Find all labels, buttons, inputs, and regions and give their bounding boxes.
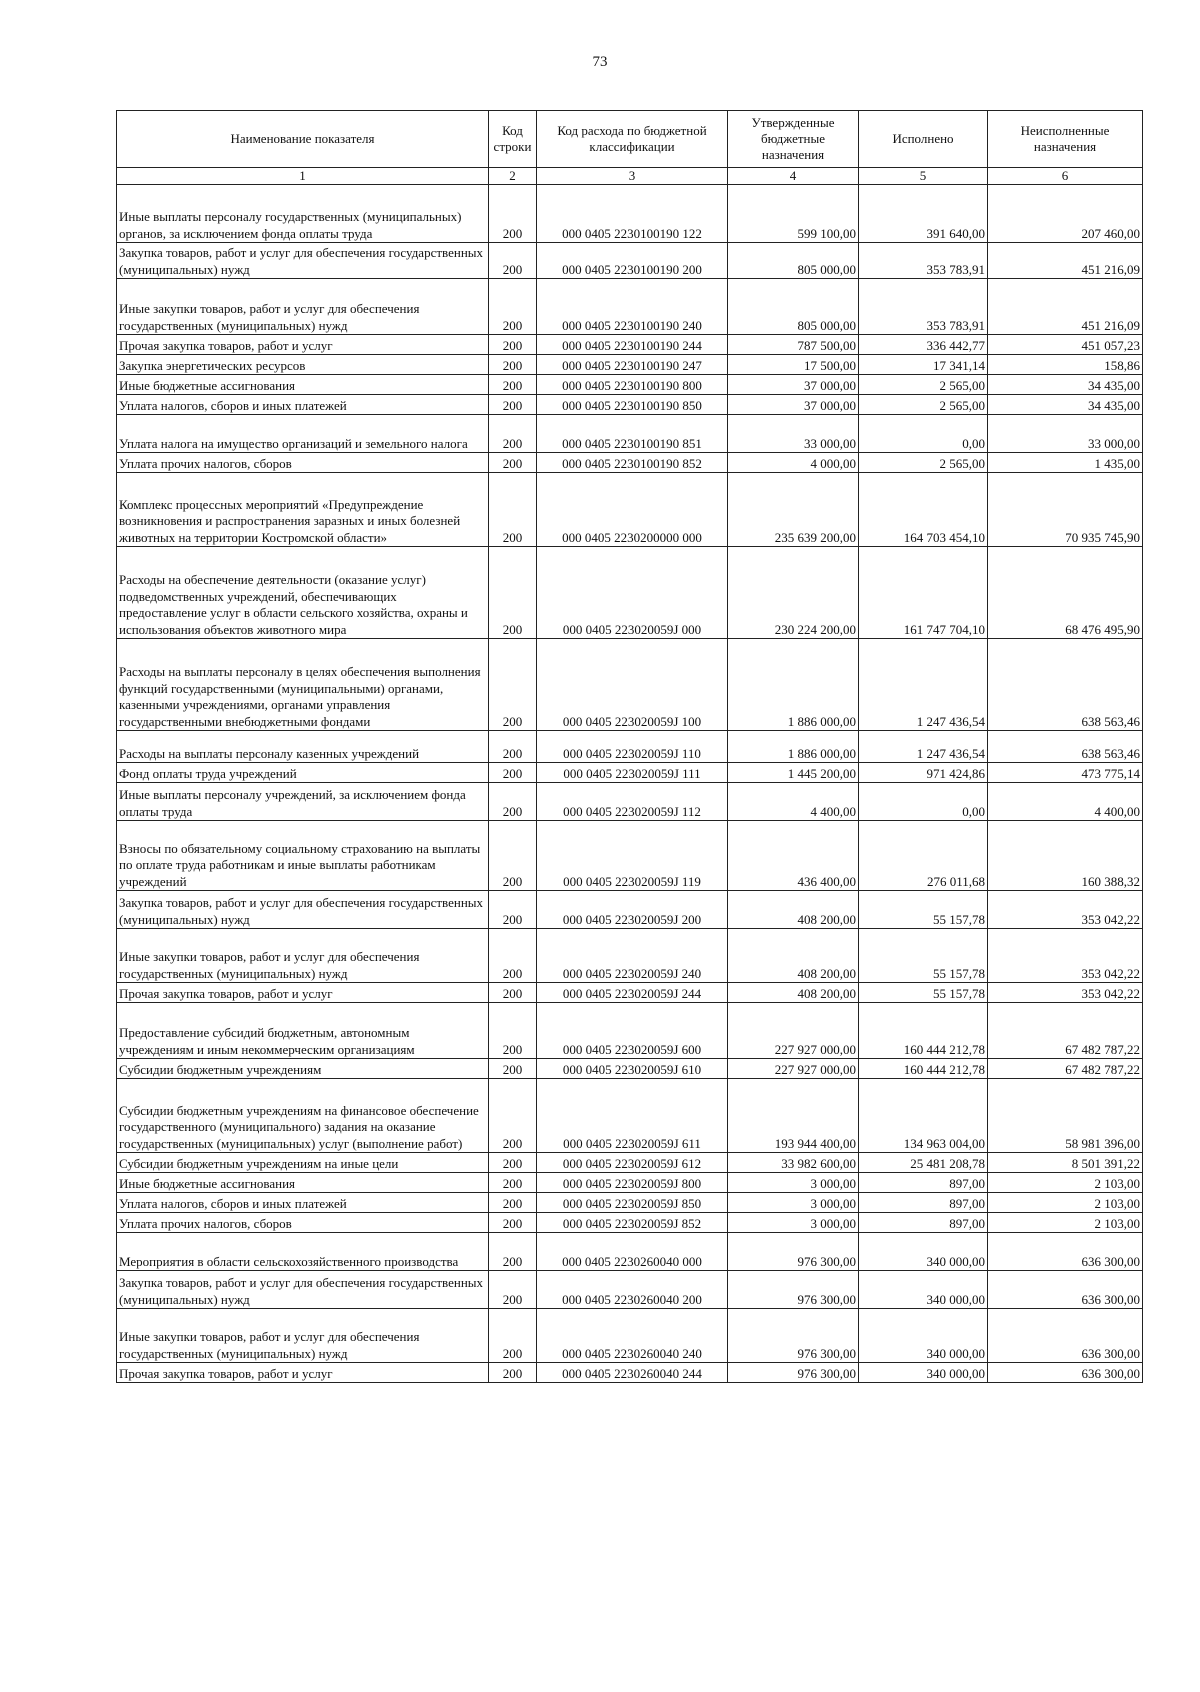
row-name: Прочая закупка товаров, работ и услуг <box>117 1363 489 1383</box>
row-unexecuted: 451 216,09 <box>988 243 1143 279</box>
row-expense-code: 000 0405 2230100190 122 <box>537 185 728 243</box>
row-expense-code: 000 0405 223020059J 111 <box>537 763 728 783</box>
row-line-code: 200 <box>489 821 537 891</box>
row-unexecuted: 1 435,00 <box>988 453 1143 473</box>
table-row <box>117 1003 1143 1059</box>
row-unexecuted: 158,86 <box>988 355 1143 375</box>
row-approved: 17 500,00 <box>728 355 859 375</box>
row-unexecuted: 34 435,00 <box>988 395 1143 415</box>
row-approved: 976 300,00 <box>728 1271 859 1309</box>
row-expense-code: 000 0405 2230100190 244 <box>537 335 728 355</box>
row-executed: 134 963 004,00 <box>859 1079 988 1153</box>
column-header-approved: Утвержденные бюджетные назначения <box>728 111 859 168</box>
row-expense-code: 000 0405 223020059J 000 <box>537 547 728 639</box>
row-unexecuted: 451 216,09 <box>988 279 1143 335</box>
table-row <box>117 1271 1143 1309</box>
row-executed: 2 565,00 <box>859 375 988 395</box>
row-approved: 805 000,00 <box>728 279 859 335</box>
row-approved: 227 927 000,00 <box>728 1059 859 1079</box>
row-line-code: 200 <box>489 1003 537 1059</box>
table-row <box>117 1059 1143 1079</box>
row-executed: 2 565,00 <box>859 453 988 473</box>
row-expense-code: 000 0405 2230100190 240 <box>537 279 728 335</box>
row-expense-code: 000 0405 223020059J 244 <box>537 983 728 1003</box>
row-executed: 340 000,00 <box>859 1233 988 1271</box>
row-line-code: 200 <box>489 1173 537 1193</box>
row-name: Иные бюджетные ассигнования <box>117 375 489 395</box>
row-line-code: 200 <box>489 547 537 639</box>
row-expense-code: 000 0405 2230200000 000 <box>537 473 728 547</box>
row-expense-code: 000 0405 2230100190 247 <box>537 355 728 375</box>
row-approved: 235 639 200,00 <box>728 473 859 547</box>
row-expense-code: 000 0405 223020059J 852 <box>537 1213 728 1233</box>
column-header-expense-code: Код расхода по бюджетной классификации <box>537 111 728 168</box>
row-unexecuted: 353 042,22 <box>988 929 1143 983</box>
column-number: 6 <box>988 168 1143 185</box>
row-line-code: 200 <box>489 1271 537 1309</box>
row-line-code: 200 <box>489 279 537 335</box>
table-row <box>117 473 1143 547</box>
row-executed: 161 747 704,10 <box>859 547 988 639</box>
row-executed: 160 444 212,78 <box>859 1003 988 1059</box>
row-expense-code: 000 0405 2230100190 850 <box>537 395 728 415</box>
row-unexecuted: 34 435,00 <box>988 375 1143 395</box>
row-approved: 1 886 000,00 <box>728 639 859 731</box>
row-line-code: 200 <box>489 415 537 453</box>
table-row <box>117 821 1143 891</box>
row-executed: 971 424,86 <box>859 763 988 783</box>
row-executed: 353 783,91 <box>859 243 988 279</box>
row-name: Закупка товаров, работ и услуг для обеспечения государственных (муниципальных) нужд <box>117 1271 489 1309</box>
row-unexecuted: 33 000,00 <box>988 415 1143 453</box>
row-approved: 37 000,00 <box>728 375 859 395</box>
column-header-line-code: Код строки <box>489 111 537 168</box>
row-line-code: 200 <box>489 355 537 375</box>
row-line-code: 200 <box>489 473 537 547</box>
row-name: Мероприятия в области сельскохозяйственного производства <box>117 1233 489 1271</box>
row-executed: 1 247 436,54 <box>859 639 988 731</box>
row-name: Иные бюджетные ассигнования <box>117 1173 489 1193</box>
table-row <box>117 375 1143 395</box>
row-name: Предоставление субсидий бюджетным, автономным учреждениям и иным некоммерческим организациям <box>117 1003 489 1059</box>
row-unexecuted: 353 042,22 <box>988 983 1143 1003</box>
row-approved: 408 200,00 <box>728 891 859 929</box>
row-line-code: 200 <box>489 1153 537 1173</box>
column-header-unexecuted: Неисполненные назначения <box>988 111 1143 168</box>
row-approved: 1 445 200,00 <box>728 763 859 783</box>
column-header-executed: Исполнено <box>859 111 988 168</box>
row-name: Закупка товаров, работ и услуг для обеспечения государственных (муниципальных) нужд <box>117 891 489 929</box>
table-row <box>117 1193 1143 1213</box>
row-name: Расходы на обеспечение деятельности (оказание услуг) подведомственных учреждений, обеспечивающих предоставление услуг в области сельского хозяйства, охраны и использования объектов животного мира <box>117 547 489 639</box>
column-number: 2 <box>489 168 537 185</box>
row-executed: 55 157,78 <box>859 891 988 929</box>
table-row <box>117 1233 1143 1271</box>
row-approved: 33 000,00 <box>728 415 859 453</box>
row-expense-code: 000 0405 223020059J 110 <box>537 731 728 763</box>
row-unexecuted: 8 501 391,22 <box>988 1153 1143 1173</box>
row-approved: 230 224 200,00 <box>728 547 859 639</box>
row-executed: 391 640,00 <box>859 185 988 243</box>
row-unexecuted: 636 300,00 <box>988 1233 1143 1271</box>
row-line-code: 200 <box>489 1213 537 1233</box>
column-number: 3 <box>537 168 728 185</box>
row-name: Взносы по обязательному социальному страхованию на выплаты по оплате труда работникам и иные выплаты работникам учреждений <box>117 821 489 891</box>
row-executed: 55 157,78 <box>859 983 988 1003</box>
row-expense-code: 000 0405 223020059J 600 <box>537 1003 728 1059</box>
row-line-code: 200 <box>489 929 537 983</box>
row-line-code: 200 <box>489 243 537 279</box>
row-name: Комплекс процессных мероприятий «Предупреждение возникновения и распространения заразных и иных болезней животных на территории Костромской области» <box>117 473 489 547</box>
row-unexecuted: 2 103,00 <box>988 1173 1143 1193</box>
row-name: Уплата прочих налогов, сборов <box>117 1213 489 1233</box>
row-approved: 4 000,00 <box>728 453 859 473</box>
row-line-code: 200 <box>489 395 537 415</box>
page-number: 73 <box>592 54 608 70</box>
row-unexecuted: 638 563,46 <box>988 731 1143 763</box>
row-unexecuted: 68 476 495,90 <box>988 547 1143 639</box>
row-unexecuted: 636 300,00 <box>988 1271 1143 1309</box>
row-executed: 276 011,68 <box>859 821 988 891</box>
table-row <box>117 731 1143 763</box>
row-expense-code: 000 0405 2230260040 244 <box>537 1363 728 1383</box>
row-expense-code: 000 0405 223020059J 119 <box>537 821 728 891</box>
row-unexecuted: 58 981 396,00 <box>988 1079 1143 1153</box>
table-row <box>117 1153 1143 1173</box>
row-expense-code: 000 0405 2230260040 240 <box>537 1309 728 1363</box>
table-row <box>117 1363 1143 1383</box>
row-name: Уплата налогов, сборов и иных платежей <box>117 1193 489 1213</box>
row-expense-code: 000 0405 223020059J 112 <box>537 783 728 821</box>
row-executed: 336 442,77 <box>859 335 988 355</box>
table-row <box>117 891 1143 929</box>
row-expense-code: 000 0405 223020059J 100 <box>537 639 728 731</box>
table-row <box>117 243 1143 279</box>
row-expense-code: 000 0405 223020059J 800 <box>537 1173 728 1193</box>
row-unexecuted: 638 563,46 <box>988 639 1143 731</box>
row-name: Закупка энергетических ресурсов <box>117 355 489 375</box>
row-unexecuted: 160 388,32 <box>988 821 1143 891</box>
row-line-code: 200 <box>489 335 537 355</box>
table-row <box>117 279 1143 335</box>
row-name: Уплата налогов, сборов и иных платежей <box>117 395 489 415</box>
row-name: Иные закупки товаров, работ и услуг для обеспечения государственных (муниципальных) нужд <box>117 279 489 335</box>
row-executed: 0,00 <box>859 415 988 453</box>
budget-execution-table <box>116 110 1143 1383</box>
column-header-name: Наименование показателя <box>117 111 489 168</box>
table-row <box>117 395 1143 415</box>
row-unexecuted: 636 300,00 <box>988 1309 1143 1363</box>
row-name: Расходы на выплаты персоналу в целях обеспечения выполнения функций государственными (муниципальными) органами, казенными учреждениями, органами управления государственными внебюджетными фондами <box>117 639 489 731</box>
row-expense-code: 000 0405 2230100190 851 <box>537 415 728 453</box>
row-line-code: 200 <box>489 763 537 783</box>
row-executed: 340 000,00 <box>859 1309 988 1363</box>
row-executed: 0,00 <box>859 783 988 821</box>
row-expense-code: 000 0405 223020059J 610 <box>537 1059 728 1079</box>
row-approved: 408 200,00 <box>728 983 859 1003</box>
row-executed: 25 481 208,78 <box>859 1153 988 1173</box>
row-approved: 3 000,00 <box>728 1193 859 1213</box>
table-row <box>117 929 1143 983</box>
table-row <box>117 983 1143 1003</box>
row-approved: 37 000,00 <box>728 395 859 415</box>
table-row <box>117 783 1143 821</box>
row-approved: 805 000,00 <box>728 243 859 279</box>
row-line-code: 200 <box>489 1233 537 1271</box>
row-line-code: 200 <box>489 375 537 395</box>
table-row <box>117 185 1143 243</box>
row-expense-code: 000 0405 2230100190 852 <box>537 453 728 473</box>
row-executed: 164 703 454,10 <box>859 473 988 547</box>
row-expense-code: 000 0405 2230100190 800 <box>537 375 728 395</box>
row-line-code: 200 <box>489 1079 537 1153</box>
row-name: Иные закупки товаров, работ и услуг для обеспечения государственных (муниципальных) нужд <box>117 929 489 983</box>
row-approved: 1 886 000,00 <box>728 731 859 763</box>
row-unexecuted: 67 482 787,22 <box>988 1059 1143 1079</box>
row-unexecuted: 473 775,14 <box>988 763 1143 783</box>
row-name: Субсидии бюджетным учреждениям <box>117 1059 489 1079</box>
row-approved: 787 500,00 <box>728 335 859 355</box>
row-executed: 55 157,78 <box>859 929 988 983</box>
row-unexecuted: 451 057,23 <box>988 335 1143 355</box>
column-number: 4 <box>728 168 859 185</box>
row-name: Прочая закупка товаров, работ и услуг <box>117 335 489 355</box>
row-unexecuted: 353 042,22 <box>988 891 1143 929</box>
row-expense-code: 000 0405 2230100190 200 <box>537 243 728 279</box>
row-unexecuted: 67 482 787,22 <box>988 1003 1143 1059</box>
row-line-code: 200 <box>489 1363 537 1383</box>
row-unexecuted: 70 935 745,90 <box>988 473 1143 547</box>
row-expense-code: 000 0405 223020059J 611 <box>537 1079 728 1153</box>
row-executed: 2 565,00 <box>859 395 988 415</box>
row-line-code: 200 <box>489 453 537 473</box>
column-number: 5 <box>859 168 988 185</box>
row-approved: 976 300,00 <box>728 1363 859 1383</box>
row-name: Уплата налога на имущество организаций и земельного налога <box>117 415 489 453</box>
row-name: Закупка товаров, работ и услуг для обеспечения государственных (муниципальных) нужд <box>117 243 489 279</box>
row-unexecuted: 4 400,00 <box>988 783 1143 821</box>
table-row <box>117 335 1143 355</box>
row-approved: 227 927 000,00 <box>728 1003 859 1059</box>
column-number: 1 <box>117 168 489 185</box>
row-line-code: 200 <box>489 891 537 929</box>
row-approved: 3 000,00 <box>728 1173 859 1193</box>
row-name: Иные закупки товаров, работ и услуг для обеспечения государственных (муниципальных) нужд <box>117 1309 489 1363</box>
row-approved: 408 200,00 <box>728 929 859 983</box>
table-row <box>117 1213 1143 1233</box>
table-row <box>117 1173 1143 1193</box>
table-row <box>117 415 1143 453</box>
row-unexecuted: 2 103,00 <box>988 1213 1143 1233</box>
row-line-code: 200 <box>489 1193 537 1213</box>
row-expense-code: 000 0405 2230260040 200 <box>537 1271 728 1309</box>
row-executed: 1 247 436,54 <box>859 731 988 763</box>
table-row <box>117 547 1143 639</box>
row-executed: 353 783,91 <box>859 279 988 335</box>
row-expense-code: 000 0405 223020059J 850 <box>537 1193 728 1213</box>
row-name: Фонд оплаты труда учреждений <box>117 763 489 783</box>
row-line-code: 200 <box>489 983 537 1003</box>
row-expense-code: 000 0405 223020059J 200 <box>537 891 728 929</box>
row-name: Уплата прочих налогов, сборов <box>117 453 489 473</box>
row-line-code: 200 <box>489 1309 537 1363</box>
row-name: Расходы на выплаты персоналу казенных учреждений <box>117 731 489 763</box>
row-line-code: 200 <box>489 185 537 243</box>
row-name: Иные выплаты персоналу учреждений, за исключением фонда оплаты труда <box>117 783 489 821</box>
table-row <box>117 1079 1143 1153</box>
row-unexecuted: 636 300,00 <box>988 1363 1143 1383</box>
table-row <box>117 355 1143 375</box>
row-name: Иные выплаты персоналу государственных (муниципальных) органов, за исключением фонда оплаты труда <box>117 185 489 243</box>
row-name: Субсидии бюджетным учреждениям на финансовое обеспечение государственного (муниципального) задания на оказание государственных (муниципальных) услуг (выполнение работ) <box>117 1079 489 1153</box>
table-row <box>117 1309 1143 1363</box>
table-row <box>117 453 1143 473</box>
row-approved: 4 400,00 <box>728 783 859 821</box>
row-approved: 976 300,00 <box>728 1309 859 1363</box>
row-executed: 340 000,00 <box>859 1271 988 1309</box>
row-expense-code: 000 0405 2230260040 000 <box>537 1233 728 1271</box>
table-row <box>117 639 1143 731</box>
row-executed: 160 444 212,78 <box>859 1059 988 1079</box>
row-line-code: 200 <box>489 783 537 821</box>
row-name: Субсидии бюджетным учреждениям на иные цели <box>117 1153 489 1173</box>
table-row <box>117 763 1143 783</box>
row-expense-code: 000 0405 223020059J 612 <box>537 1153 728 1173</box>
row-unexecuted: 2 103,00 <box>988 1193 1143 1213</box>
header-row <box>117 111 1143 168</box>
row-approved: 3 000,00 <box>728 1213 859 1233</box>
row-executed: 17 341,14 <box>859 355 988 375</box>
row-approved: 976 300,00 <box>728 1233 859 1271</box>
row-approved: 193 944 400,00 <box>728 1079 859 1153</box>
row-executed: 897,00 <box>859 1173 988 1193</box>
row-unexecuted: 207 460,00 <box>988 185 1143 243</box>
row-name: Прочая закупка товаров, работ и услуг <box>117 983 489 1003</box>
row-executed: 897,00 <box>859 1193 988 1213</box>
row-executed: 340 000,00 <box>859 1363 988 1383</box>
row-executed: 897,00 <box>859 1213 988 1233</box>
row-approved: 436 400,00 <box>728 821 859 891</box>
row-approved: 33 982 600,00 <box>728 1153 859 1173</box>
row-approved: 599 100,00 <box>728 185 859 243</box>
row-line-code: 200 <box>489 731 537 763</box>
row-line-code: 200 <box>489 639 537 731</box>
row-expense-code: 000 0405 223020059J 240 <box>537 929 728 983</box>
row-line-code: 200 <box>489 1059 537 1079</box>
column-number-row <box>117 168 1143 185</box>
